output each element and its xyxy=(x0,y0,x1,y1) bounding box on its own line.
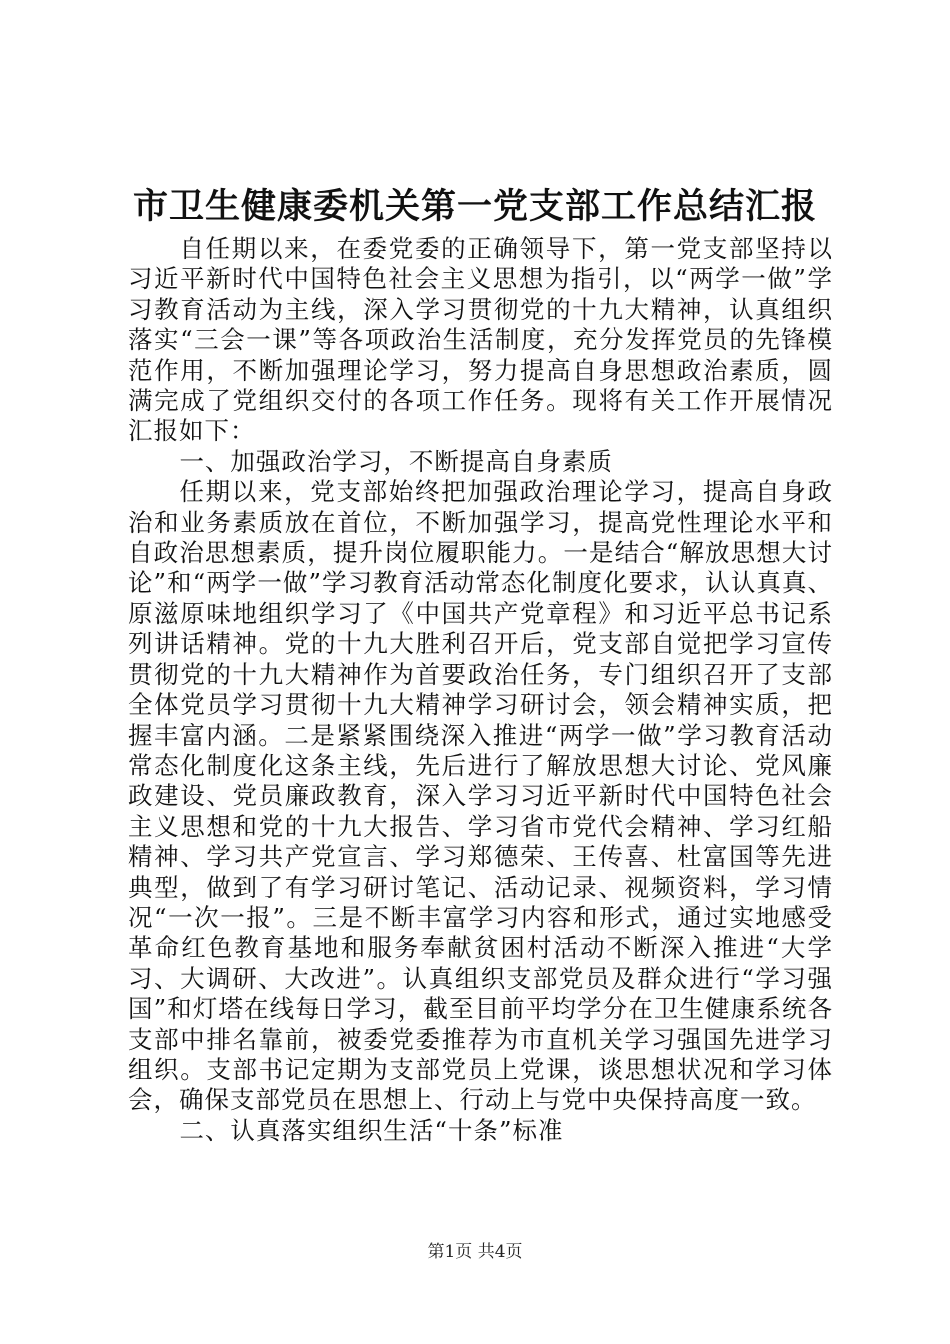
page-number: 第1页 共4页 xyxy=(427,1242,523,1262)
intro-paragraph: 自任期以来，在委党委的正确领导下，第一党支部坚持以习近平新时代中国特色社会主义思想为指引，以“两学一做”学习教育活动为主线，深入学习贯彻党的十九大精神，认真组织落实“三会一课”等各项政治生活制度，充分发挥党员的先锋模范作用，不断加强理论学习，努力提高自身思想政治素质，圆满完成了党组织交付的各项工作任务。现将有关工作开展情况汇报如下： xyxy=(128,234,833,446)
document-title: 市卫生健康委机关第一党支部工作总结汇报 xyxy=(132,186,817,227)
section-1-heading: 一、加强政治学习，不断提高自身素质 xyxy=(179,446,613,476)
document-body xyxy=(128,234,833,1146)
section-2-heading: 二、认真落实组织生活“十条”标准 xyxy=(179,1115,564,1145)
section-1-paragraph: 任期以来，党支部始终把加强政治理论学习，提高自身政治和业务素质放在首位，不断加强学习，提高党性理论水平和自政治思想素质，提升岗位履职能力。一是结合“解放思想大讨论”和“两学一做”学习教育活动常态化制度化要求，认认真真、原滋原味地组织学习了《中国共产党章程》和习近平总书记系列讲话精神。党的十九大胜利召开后，党支部自觉把学习宣传贯彻党的十九大精神作为首要政治任务，专门组织召开了支部全体党员学习贯彻十九大精神学习研讨会，领会精神实质，把握丰富内涵。二是紧紧围绕深入推进“两学一做”学习教育活动常态化制度化这条主线，先后进行了解放思想大讨论、党风廉政建设、党员廉政教育，深入学习习近平新时代中国特色社会主义思想和党的十九大报告、学习省市党代会精神、学习红船精神、学习共产党宣言、学习郑德荣、王传喜、杜富国等先进典型，做到了有学习研讨笔记、活动记录、视频资料，学习情况“一次一报”。三是不断丰富学习内容和形式，通过实地感受革命红色教育基地和服务奉献贫困村活动不断深入推进“大学习、大调研、大改进”。认真组织支部党员及群众进行“学习强国”和灯塔在线每日学习，截至目前平均学分在卫生健康系统各支部中排名靠前，被委党委推荐为市直机关学习强国先进学习组织。支部书记定期为支部党员上党课，谈思想状况和学习体会，确保支部党员在思想上、行动上与党中央保持高度一致。 xyxy=(128,477,833,1115)
